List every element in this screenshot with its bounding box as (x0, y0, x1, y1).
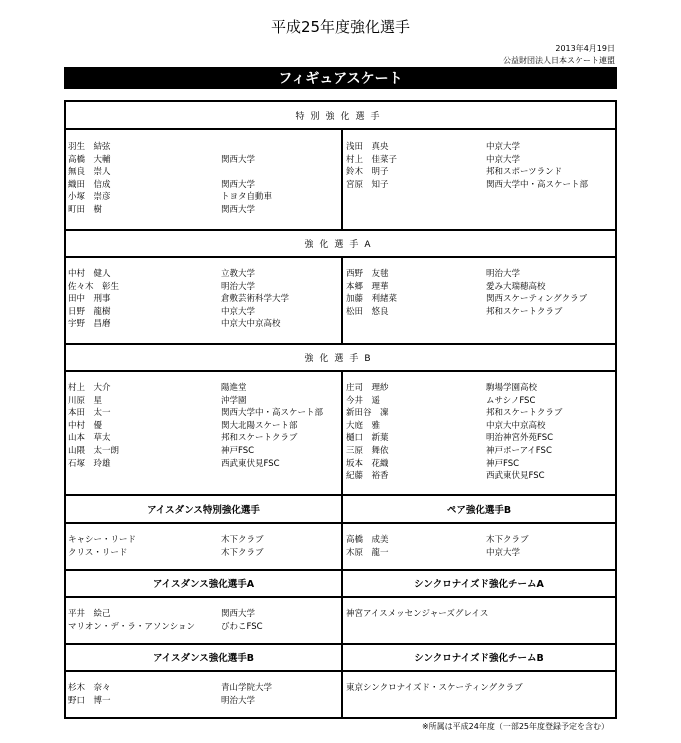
roster-row (66, 470, 615, 482)
athlete-name: 今井 遥 (346, 395, 381, 406)
ice-a-header: アイスダンス強化選手A (152, 579, 255, 590)
roster-row (66, 281, 615, 293)
roster-row (66, 547, 615, 559)
sync-b-header: シンクロナイズド強化チームB (414, 653, 544, 664)
affiliation: 関西大学 (221, 205, 256, 215)
roster-row (66, 166, 615, 178)
affiliation: 倉敷芸術科学大学 (221, 294, 290, 305)
roster-row (66, 318, 615, 330)
affiliation: びわこFSC (221, 621, 263, 632)
affiliation: ムサシノFSC (486, 395, 536, 406)
athlete-name: 加藤 利緒菜 (346, 294, 398, 305)
affiliation: 中京大学 (486, 547, 521, 558)
athlete-name: 本郷 理華 (346, 281, 389, 292)
affiliation: 関西大学 (221, 179, 256, 190)
athlete-name: 西野 友毬 (346, 269, 389, 279)
page-title: 平成25年度強化選手 (270, 18, 411, 36)
roster-row (66, 621, 615, 633)
athlete-name: 浅田 真央 (346, 142, 389, 152)
roster-row (66, 407, 615, 419)
affiliation: 邦和スポーツランド (486, 167, 563, 178)
athlete-name: 佐々木 彰生 (68, 281, 120, 292)
athlete-name: 羽生 結弦 (68, 142, 111, 152)
roster-row (66, 306, 615, 318)
athlete-name: 織田 信成 (68, 179, 111, 190)
athlete-name: 石塚 玲雄 (68, 458, 111, 469)
affiliation: 関西大学 (221, 154, 256, 165)
athlete-name: 中村 優 (68, 420, 103, 431)
pair-b-header: ペア強化選手B (446, 505, 512, 516)
special-header: 特別強化選手 (295, 112, 386, 122)
affiliation: 中京大学 (221, 306, 256, 317)
roster-row (66, 445, 615, 457)
athlete-name: 紀藤 裕香 (346, 471, 389, 482)
athlete-name: 本田 太一 (68, 408, 111, 419)
roster-row (66, 293, 615, 305)
athlete-name: 新田谷 凜 (346, 408, 389, 419)
athlete-name: 山本 草太 (68, 433, 111, 444)
roster-row (66, 268, 615, 280)
roster-row (66, 534, 615, 546)
roster-row (66, 204, 615, 216)
affiliation: 邦和スケートクラブ (486, 408, 563, 419)
ice-b-header: アイスダンス強化選手B (152, 653, 255, 664)
affiliation: 中京大中京高校 (221, 319, 281, 330)
affiliation: 邦和スケートクラブ (221, 433, 298, 444)
roster-table (64, 100, 617, 719)
b-header: 強化選手B (304, 354, 377, 364)
affiliation: 神戸FSC (486, 458, 520, 469)
athlete-name: 木原 龍一 (346, 547, 389, 558)
athlete-name: 高橋 成美 (346, 535, 389, 545)
athlete-name: 高橋 大輔 (68, 154, 111, 165)
roster-row (66, 395, 615, 407)
a-header: 強化選手A (304, 240, 377, 250)
athlete-name: 杉木 奈々 (68, 683, 111, 693)
roster-row (66, 382, 615, 394)
athlete-name: キャシー・リード (68, 535, 137, 545)
athlete-name: 野口 博一 (68, 695, 111, 706)
athlete-name: 坂本 花織 (346, 458, 389, 469)
roster-row (66, 432, 615, 444)
athlete-name: 三原 舞依 (346, 446, 389, 456)
date: 2013年4月19日 (555, 44, 615, 53)
affiliation: 関西大学中・高スケート部 (486, 179, 589, 190)
affiliation: 明治大学 (486, 269, 521, 279)
rule (66, 343, 615, 345)
athlete-name: 平井 絵己 (68, 609, 111, 619)
affiliation: 木下クラブ (486, 535, 529, 545)
athlete-name: 小塚 崇彦 (68, 192, 111, 203)
affiliation: 明治神宮外苑FSC (486, 433, 554, 444)
affiliation: 西武東伏見FSC (221, 458, 280, 469)
affiliation: 青山学院大学 (221, 683, 273, 693)
affiliation: トヨタ自動車 (221, 192, 273, 203)
sync-a-header: シンクロナイズド強化チームA (414, 579, 544, 590)
affiliation: 邦和スケートクラブ (486, 306, 563, 317)
roster-row (66, 191, 615, 203)
athlete-name: 中村 健人 (68, 269, 111, 279)
affiliation: 関西大学中・高スケート部 (221, 408, 324, 419)
affiliation: 神戸FSC (221, 446, 255, 456)
athlete-name: 川原 星 (68, 395, 103, 406)
affiliation: 西武東伏見FSC (486, 471, 545, 482)
roster-row (66, 141, 615, 153)
roster-row (66, 608, 615, 620)
athlete-name: 宮原 知子 (346, 179, 389, 190)
affiliation: 明治大学 (221, 695, 256, 706)
affiliation: 愛み大瑞穂高校 (486, 281, 546, 292)
affiliation: 中京大中京高校 (486, 420, 546, 431)
athlete-name: 松田 悠良 (346, 306, 389, 317)
affiliation: 中京大学 (486, 154, 521, 165)
athlete-name: 山隈 太一朗 (68, 446, 120, 456)
roster-row (66, 458, 615, 470)
athlete-name: 宇野 昌磨 (68, 319, 111, 330)
roster-row (66, 154, 615, 166)
athlete-name: 田中 刑事 (68, 294, 111, 305)
affiliation: 立教大学 (221, 269, 256, 279)
roster-row (66, 682, 615, 694)
ice-special-header: アイスダンス特別強化選手 (147, 505, 260, 516)
affiliation: 神戸ポーアイFSC (486, 446, 552, 456)
athlete-name: 庄司 理紗 (346, 383, 389, 393)
athlete-name: 村上 大介 (68, 383, 111, 393)
athlete-name: 東京シンクロナイズド・スケーティングクラブ (346, 683, 523, 693)
affiliation: 沖学園 (221, 395, 247, 406)
athlete-name: 神宮アイスメッセンジャーズグレイス (346, 609, 489, 619)
affiliation: 陽進堂 (221, 383, 247, 393)
affiliation: 木下クラブ (221, 547, 264, 558)
athlete-name: 大庭 雅 (346, 420, 381, 431)
affiliation: 関西スケーティングクラブ (486, 294, 588, 305)
rule (66, 229, 615, 231)
athlete-name: 日野 龍樹 (68, 306, 111, 317)
affiliation: 中京大学 (486, 142, 521, 152)
discipline-banner: フィギュアスケート (64, 67, 617, 89)
athlete-name: 町田 樹 (68, 205, 103, 215)
affiliation: 木下クラブ (221, 535, 264, 545)
athlete-name: 鈴木 明子 (346, 167, 389, 178)
affiliation: 駒場学園高校 (486, 383, 538, 393)
affiliation: 明治大学 (221, 281, 256, 292)
athlete-name: 村上 佳菜子 (346, 154, 398, 165)
athlete-name: 無良 崇人 (68, 167, 111, 178)
organization: 公益財団法人日本スケート連盟 (503, 56, 615, 65)
athlete-name: クリス・リード (68, 547, 128, 558)
roster-row (66, 420, 615, 432)
athlete-name: 樋口 新葉 (346, 433, 389, 444)
athlete-name: マリオン・デ・ラ・アソンション (68, 621, 196, 632)
footnote: ※所属は平成24年度（一部25年度登録予定を含む） (421, 722, 609, 731)
roster-row (66, 695, 615, 707)
affiliation: 関大北陽スケート部 (221, 420, 298, 431)
affiliation: 関西大学 (221, 609, 256, 619)
roster-row (66, 179, 615, 191)
